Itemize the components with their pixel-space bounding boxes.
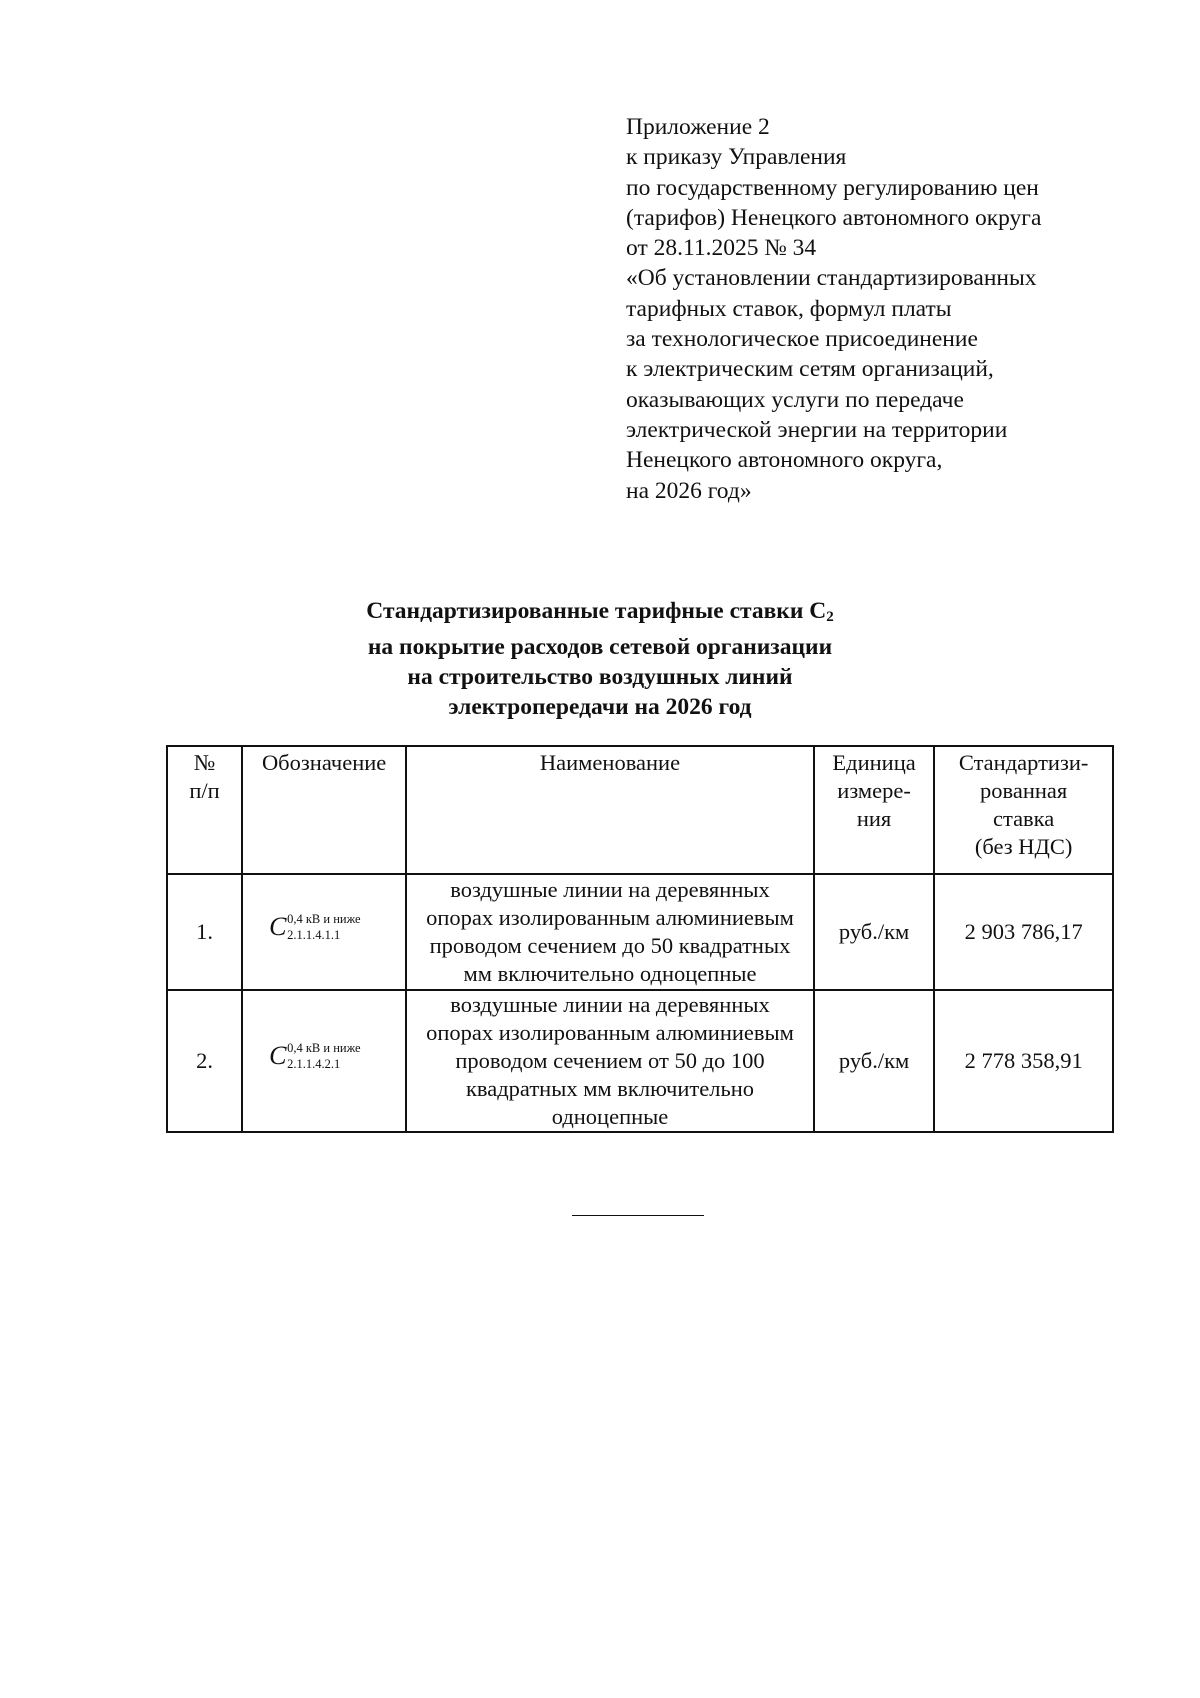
header-name: Наименование [406,746,814,874]
appendix-line: за технологическое присоединение [626,326,978,353]
rate-symbol: C 0,4 кВ и ниже 2.1.1.4.1.1 [269,911,361,942]
row-num: 2. [167,990,242,1132]
appendix-line: электрической энергии на территории [626,416,1008,443]
appendix-line: оказывающих услуги по передаче [626,386,964,413]
title-line-4: электропередачи на 2026 год [448,694,752,720]
title-line-1 [0,596,1200,632]
row-unit: руб./км [814,874,934,990]
appendix-line: к электрическим сетям организаций, [626,356,994,383]
header-num: № п/п [167,746,242,874]
closing-divider [572,1215,704,1216]
row-designation [242,990,406,1132]
title-line-2: на покрытие расходов сетевой организации [367,634,833,660]
row-rate: 2 778 358,91 [934,990,1113,1132]
row-num: 1. [167,874,242,990]
table-header-row [167,746,1113,874]
row-unit: руб./км [814,990,934,1132]
table-row [167,874,1113,990]
appendix-line: (тарифов) Ненецкого автономного округа [626,204,1042,231]
document-title [0,596,1200,722]
rate-symbol: C 0,4 кВ и ниже 2.1.1.4.2.1 [269,1040,361,1071]
appendix-line: к приказу Управления [626,144,847,171]
appendix-header [626,112,1186,506]
appendix-line: Ненецкого автономного округа, [626,447,943,474]
row-name: воздушные линии на деревянных опорах изолированным алюминиевым проводом сечением до 50 квадратных мм включительно одноцепные [406,874,814,990]
appendix-line: по государственному регулированию цен [626,174,1039,201]
appendix-line: Приложение 2 [626,114,770,140]
row-rate: 2 903 786,17 [934,874,1113,990]
table-row [167,990,1113,1132]
row-name: воздушные линии на деревянных опорах изолированным алюминиевым проводом сечением от 50 до 100 квадратных мм включительно одноцепные [406,990,814,1132]
appendix-line: от 28.11.2025 № 34 [626,235,817,262]
header-unit: Единица измере- ния [814,746,934,874]
title-line-3: на строительство воздушных линий [407,664,793,690]
title-line-1-text: Стандартизированные тарифные ставки C [366,598,827,624]
appendix-line: тарифных ставок, формул платы [626,295,952,322]
header-designation: Обозначение [242,746,406,874]
tariff-rates-table [166,745,1114,1133]
title-subscript: 2 [826,609,834,625]
appendix-line: «Об установлении стандартизированных [626,265,1037,292]
row-designation [242,874,406,990]
appendix-line: на 2026 год» [626,477,752,504]
header-rate: Стандартизи- рованная ставка (без НДС) [934,746,1113,874]
